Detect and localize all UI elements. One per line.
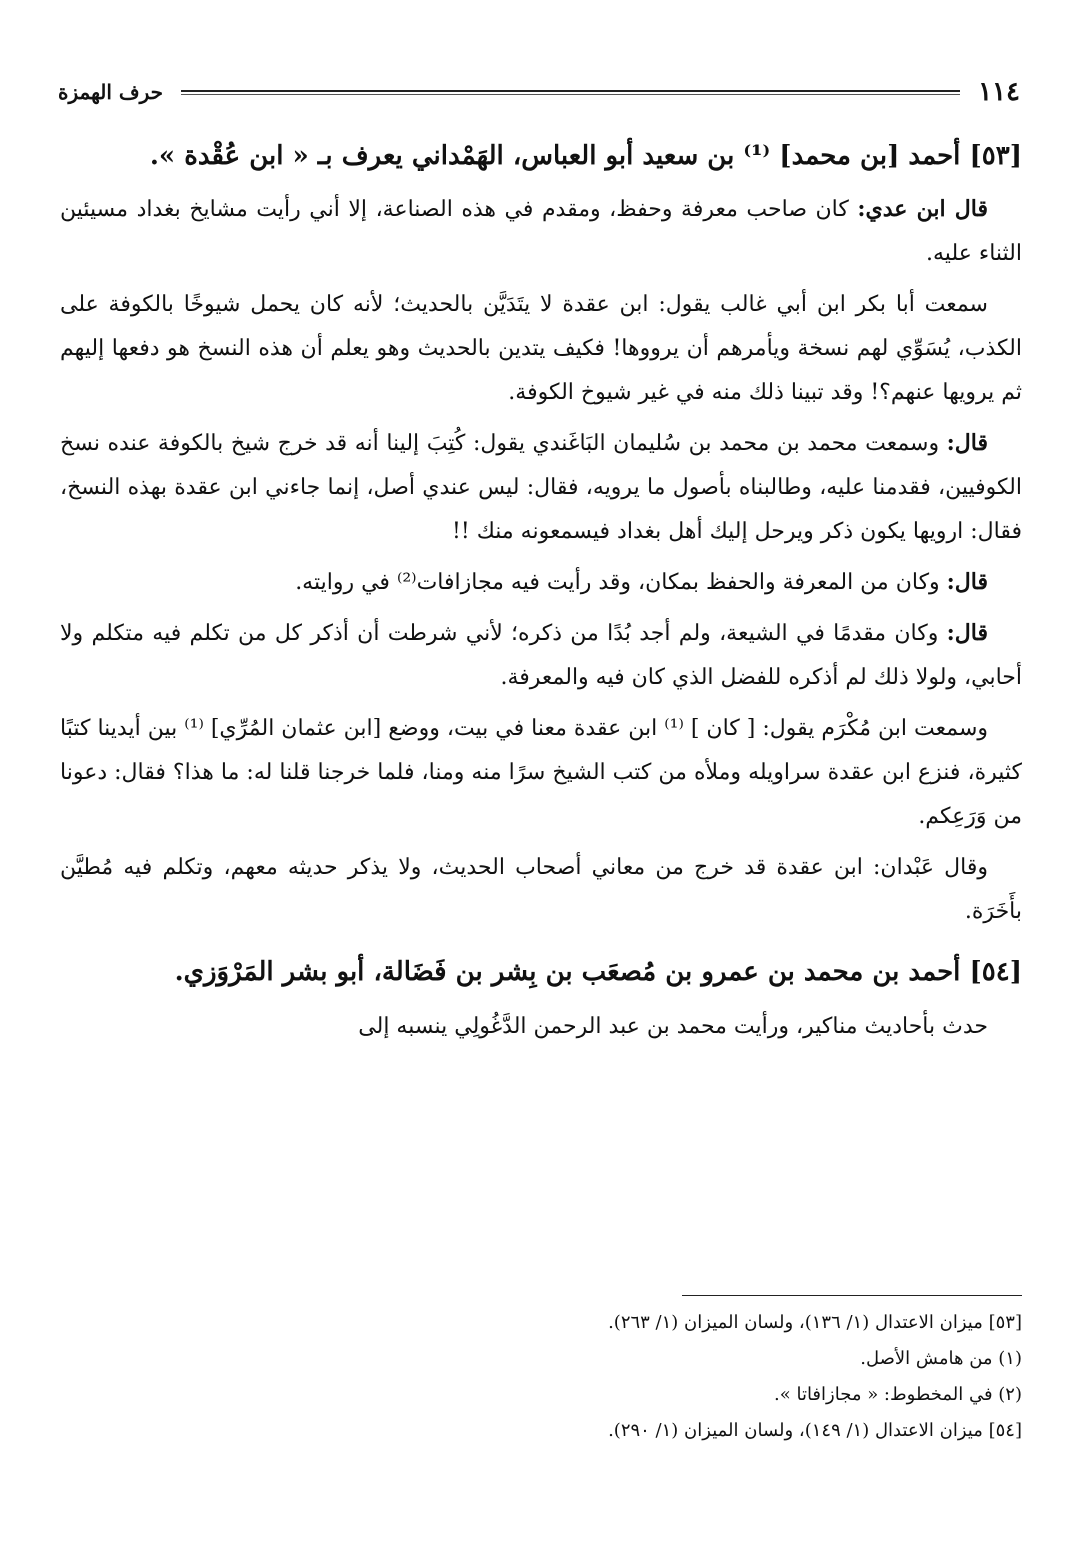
paragraph-text: وسمعت ابن مُكْرَم يقول: [ كان ] ⁽¹⁾ ابن عقدة معنا في بيت، ووضع [ابن عثمان المُرِّي] ⁽¹⁾ بين أيدينا كتبًا كثيرة، فنزع ابن عقدة سراويله وملأه من كتب الشيخ سرًا منه ومنا، فلما خرجنا قلنا له: ما هذا؟ فقال: دعونا من وَرَعِكم. <box>60 716 1022 830</box>
paragraph-lead: قال ابن عدي: <box>857 196 988 223</box>
paragraph <box>60 1004 1022 1049</box>
paragraph <box>60 421 1022 554</box>
running-title: حرف الهمزة <box>58 80 164 104</box>
entry-heading: [٥٤] أحمد بن محمد بن عمرو بن مُصعَب بن بِشر بن فَضَالة، أبو بشر المَرْوَزي. <box>174 957 1022 988</box>
footnote: (١) من هامش الأصل. <box>860 1348 1022 1369</box>
paragraph-text: كان صاحب معرفة وحفظ، ومقدم في هذه الصناعة، إلا أني رأيت مشايخ بغداد مسيئين الثناء عليه. <box>60 197 1022 267</box>
paragraph-lead: قال: <box>946 620 988 647</box>
header-rule <box>181 90 960 95</box>
footnote-divider <box>682 1295 1022 1296</box>
paragraph <box>60 560 1022 605</box>
paragraph-text: وسمعت محمد بن محمد بن سُليمان البَاغَندي يقول: كُتِبَ إلينا أنه قد خرج شيخ بالكوفة عنده نسخ الكوفيين، فقدمنا عليه، وطالبناه بأصول ما يرويه، فقال: ليس عندي أصل، إنما جاءني ابن عقدة بهذه النسخ، فقال: ارويها يكون ذكر ويرحل إليك أهل بغداد فيسمعونه منك !! <box>60 431 1022 545</box>
paragraph-text: سمعت أبا بكر ابن أبي غالب يقول: ابن عقدة لا يتَدَيَّن بالحديث؛ لأنه كان يحمل شيوخًا بالكوفة على الكذب، يُسَوِّي لهم نسخة ويأمرهم أن يرووها! فكيف يتدين بالحديث وهو يعلم أن هذه النسخ هو دفعها إليهم ثم يرويها عنهم؟! وقد تبينا ذلك منه في غير شيوخ الكوفة. <box>60 292 1022 406</box>
paragraph-text: وكان من المعرفة والحفظ بمكان، وقد رأيت فيه مجازافات⁽²⁾ في روايته. <box>295 570 947 596</box>
paragraph-lead: قال: <box>946 430 988 457</box>
paragraph <box>60 706 1022 839</box>
entry-54 <box>60 948 1022 1048</box>
footnote: [٥٣] ميزان الاعتدال (١/ ١٣٦)، ولسان الميزان (١/ ٢٦٣). <box>608 1312 1022 1333</box>
entry-53 <box>60 132 1022 934</box>
main-text <box>60 118 1022 1049</box>
entry-heading: [٥٣] أحمد [بن محمد] ⁽¹⁾ بن سعيد أبو العباس، الهَمْداني يعرف بـ « ابن عُقْدة ». <box>149 141 1022 171</box>
paragraph-text: وكان مقدمًا في الشيعة، ولم أجد بُدًا من ذكره؛ لأني شرطت أن أذكر كل من تكلم فيه متكلم ولا أحابي، ولولا ذلك لم أذكره للفضل الذي كان فيه والمعرفة. <box>60 621 1022 691</box>
footnote: (٢) في المخطوط: « مجازافاتا ». <box>774 1384 1022 1405</box>
paragraph <box>60 845 1022 934</box>
footnote: [٥٤] ميزان الاعتدال (١/ ١٤٩)، ولسان الميزان (١/ ٢٩٠). <box>608 1420 1022 1441</box>
page-header <box>58 72 1020 112</box>
page-number: ١١٤ <box>978 77 1020 107</box>
paragraph <box>60 611 1022 700</box>
paragraph-text: حدث بأحاديث مناكير، ورأيت محمد بن عبد الرحمن الدَّغُولِي ينسبه إلى <box>358 1013 988 1039</box>
paragraph-text: وقال عَبْدان: ابن عقدة قد خرج من معاني أصحاب الحديث، ولا يذكر حديثه معهم، وتكلم فيه مُطيَّن بأَخَرَة. <box>60 855 1022 925</box>
paragraph <box>60 187 1022 276</box>
footnotes <box>62 1305 1022 1449</box>
paragraph <box>60 282 1022 415</box>
paragraph-lead: قال: <box>946 569 988 596</box>
